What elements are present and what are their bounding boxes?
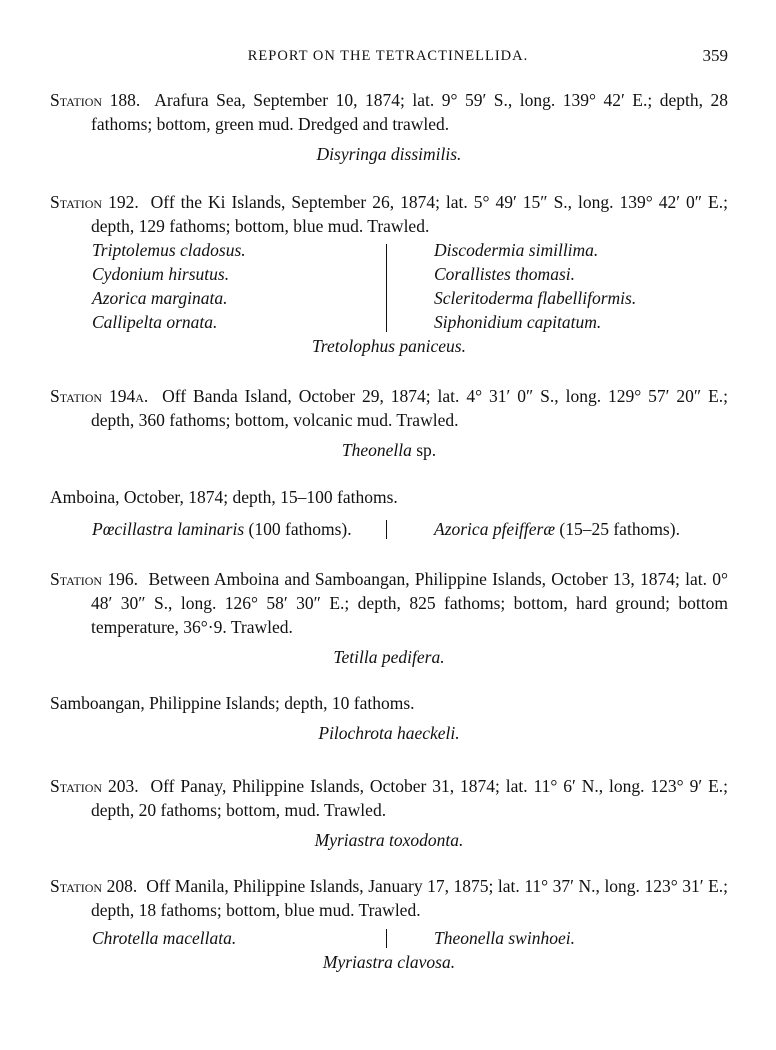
- page-header: [0, 44, 776, 68]
- station-194a-entry: [50, 384, 728, 462]
- species-name: Theonella swinhoei.: [434, 928, 575, 948]
- amboina-species-row: [50, 517, 728, 541]
- species-name: Discodermia simillima.: [434, 240, 599, 260]
- station-196-description: [50, 567, 728, 639]
- station-192-left-column: [92, 238, 246, 334]
- station-208-species-row: [50, 926, 728, 950]
- station-192-text: Off the Ki Islands, September 26, 1874; lat. 5° 49′ 15″ S., long. 139° 42′ 0″ E.; depth, 129 fathoms; bottom, blue mud. Trawled.: [91, 192, 728, 236]
- station-196-entry: [50, 567, 728, 669]
- species-name: Siphonidium capitatum.: [434, 312, 602, 332]
- station-194a-label: Station 194a.: [50, 386, 149, 406]
- species-depth: (15–25 fathoms).: [555, 519, 680, 539]
- species-name: Chrotella macellata.: [92, 928, 237, 948]
- station-188-entry: [50, 88, 728, 166]
- amboina-entry: [50, 485, 728, 541]
- station-203-text: Off Panay, Philippine Islands, October 31, 1874; lat. 11° 6′ N., long. 123° 9′ E.; depth, 20 fathoms; bottom, mud. Trawled.: [91, 776, 728, 820]
- station-203-label: Station 203.: [50, 776, 139, 796]
- station-194a-description: [50, 384, 728, 432]
- samboangan-species: Pilochrota haeckeli.: [318, 723, 460, 743]
- species-name: Cydonium hirsutus.: [92, 264, 230, 284]
- station-196-species: Tetilla pedifera.: [333, 647, 445, 667]
- station-208-entry: [50, 874, 728, 974]
- column-divider: [386, 929, 387, 948]
- species-name: Triptolemus cladosus.: [92, 240, 246, 260]
- species-name: Azorica marginata.: [92, 288, 228, 308]
- species-name: Scleritoderma flabelliformis.: [434, 288, 637, 308]
- station-208-description: [50, 874, 728, 922]
- species-name: Theonella: [341, 440, 412, 460]
- samboangan-description: Samboangan, Philippine Islands; depth, 10 fathoms.: [50, 693, 415, 713]
- species-name: Pœcillastra laminaris: [92, 519, 245, 539]
- page-number: 359: [702, 46, 728, 65]
- station-188-text: Arafura Sea, September 10, 1874; lat. 9° 59′ S., long. 139° 42′ E.; depth, 28 fathoms; bottom, green mud. Dredged and trawled.: [91, 90, 728, 134]
- samboangan-entry: [50, 691, 728, 745]
- station-194a-species: [50, 438, 728, 462]
- station-208-text: Off Manila, Philippine Islands, January 17, 1875; lat. 11° 37′ N., long. 123° 31′ E.; depth, 18 fathoms; bottom, blue mud. Trawled.: [91, 876, 728, 920]
- amboina-description: Amboina, October, 1874; depth, 15–100 fathoms.: [50, 487, 398, 507]
- running-head: REPORT ON THE TETRACTINELLIDA.: [247, 48, 529, 64]
- species-name: Corallistes thomasi.: [434, 264, 575, 284]
- amboina-right-species: [434, 517, 680, 541]
- station-192-entry: [50, 190, 728, 358]
- station-208-label: Station 208.: [50, 876, 138, 896]
- species-name: Azorica pfeifferæ: [434, 519, 556, 539]
- station-208-center-species: Myriastra clavosa.: [322, 952, 456, 972]
- station-188-species: Disyringa dissimilis.: [316, 144, 462, 164]
- station-188-description: [50, 88, 728, 136]
- station-192-description: [50, 190, 728, 238]
- station-192-right-column: [434, 238, 636, 334]
- station-192-label: Station 192.: [50, 192, 139, 212]
- station-196-label: Station 196.: [50, 569, 138, 589]
- station-196-text: Between Amboina and Samboangan, Philippine Islands, October 13, 1874; lat. 0° 48′ 30″ S., long. 126° 58′ 30″ E.; depth, 825 fathoms; bottom, hard ground; bottom temperature, 36°·9. Trawled.: [91, 569, 728, 637]
- station-203-species: Myriastra toxodonta.: [314, 830, 464, 850]
- column-divider: [386, 244, 387, 332]
- species-depth: (100 fathoms).: [244, 519, 352, 539]
- amboina-left-species: [92, 517, 352, 541]
- species-name: Callipelta ornata.: [92, 312, 218, 332]
- species-suffix: sp.: [411, 440, 437, 460]
- station-203-description: [50, 774, 728, 822]
- station-194a-text: Off Banda Island, October 29, 1874; lat. 4° 31′ 0″ S., long. 129° 57′ 20″ E.; depth, 360 fathoms; bottom, volcanic mud. Trawled.: [91, 386, 729, 430]
- station-203-entry: [50, 774, 728, 852]
- station-192-center-species: Tretolophus paniceus.: [312, 336, 466, 356]
- station-192-species-columns: [50, 238, 728, 334]
- station-188-label: Station 188.: [50, 90, 141, 110]
- column-divider: [386, 520, 387, 539]
